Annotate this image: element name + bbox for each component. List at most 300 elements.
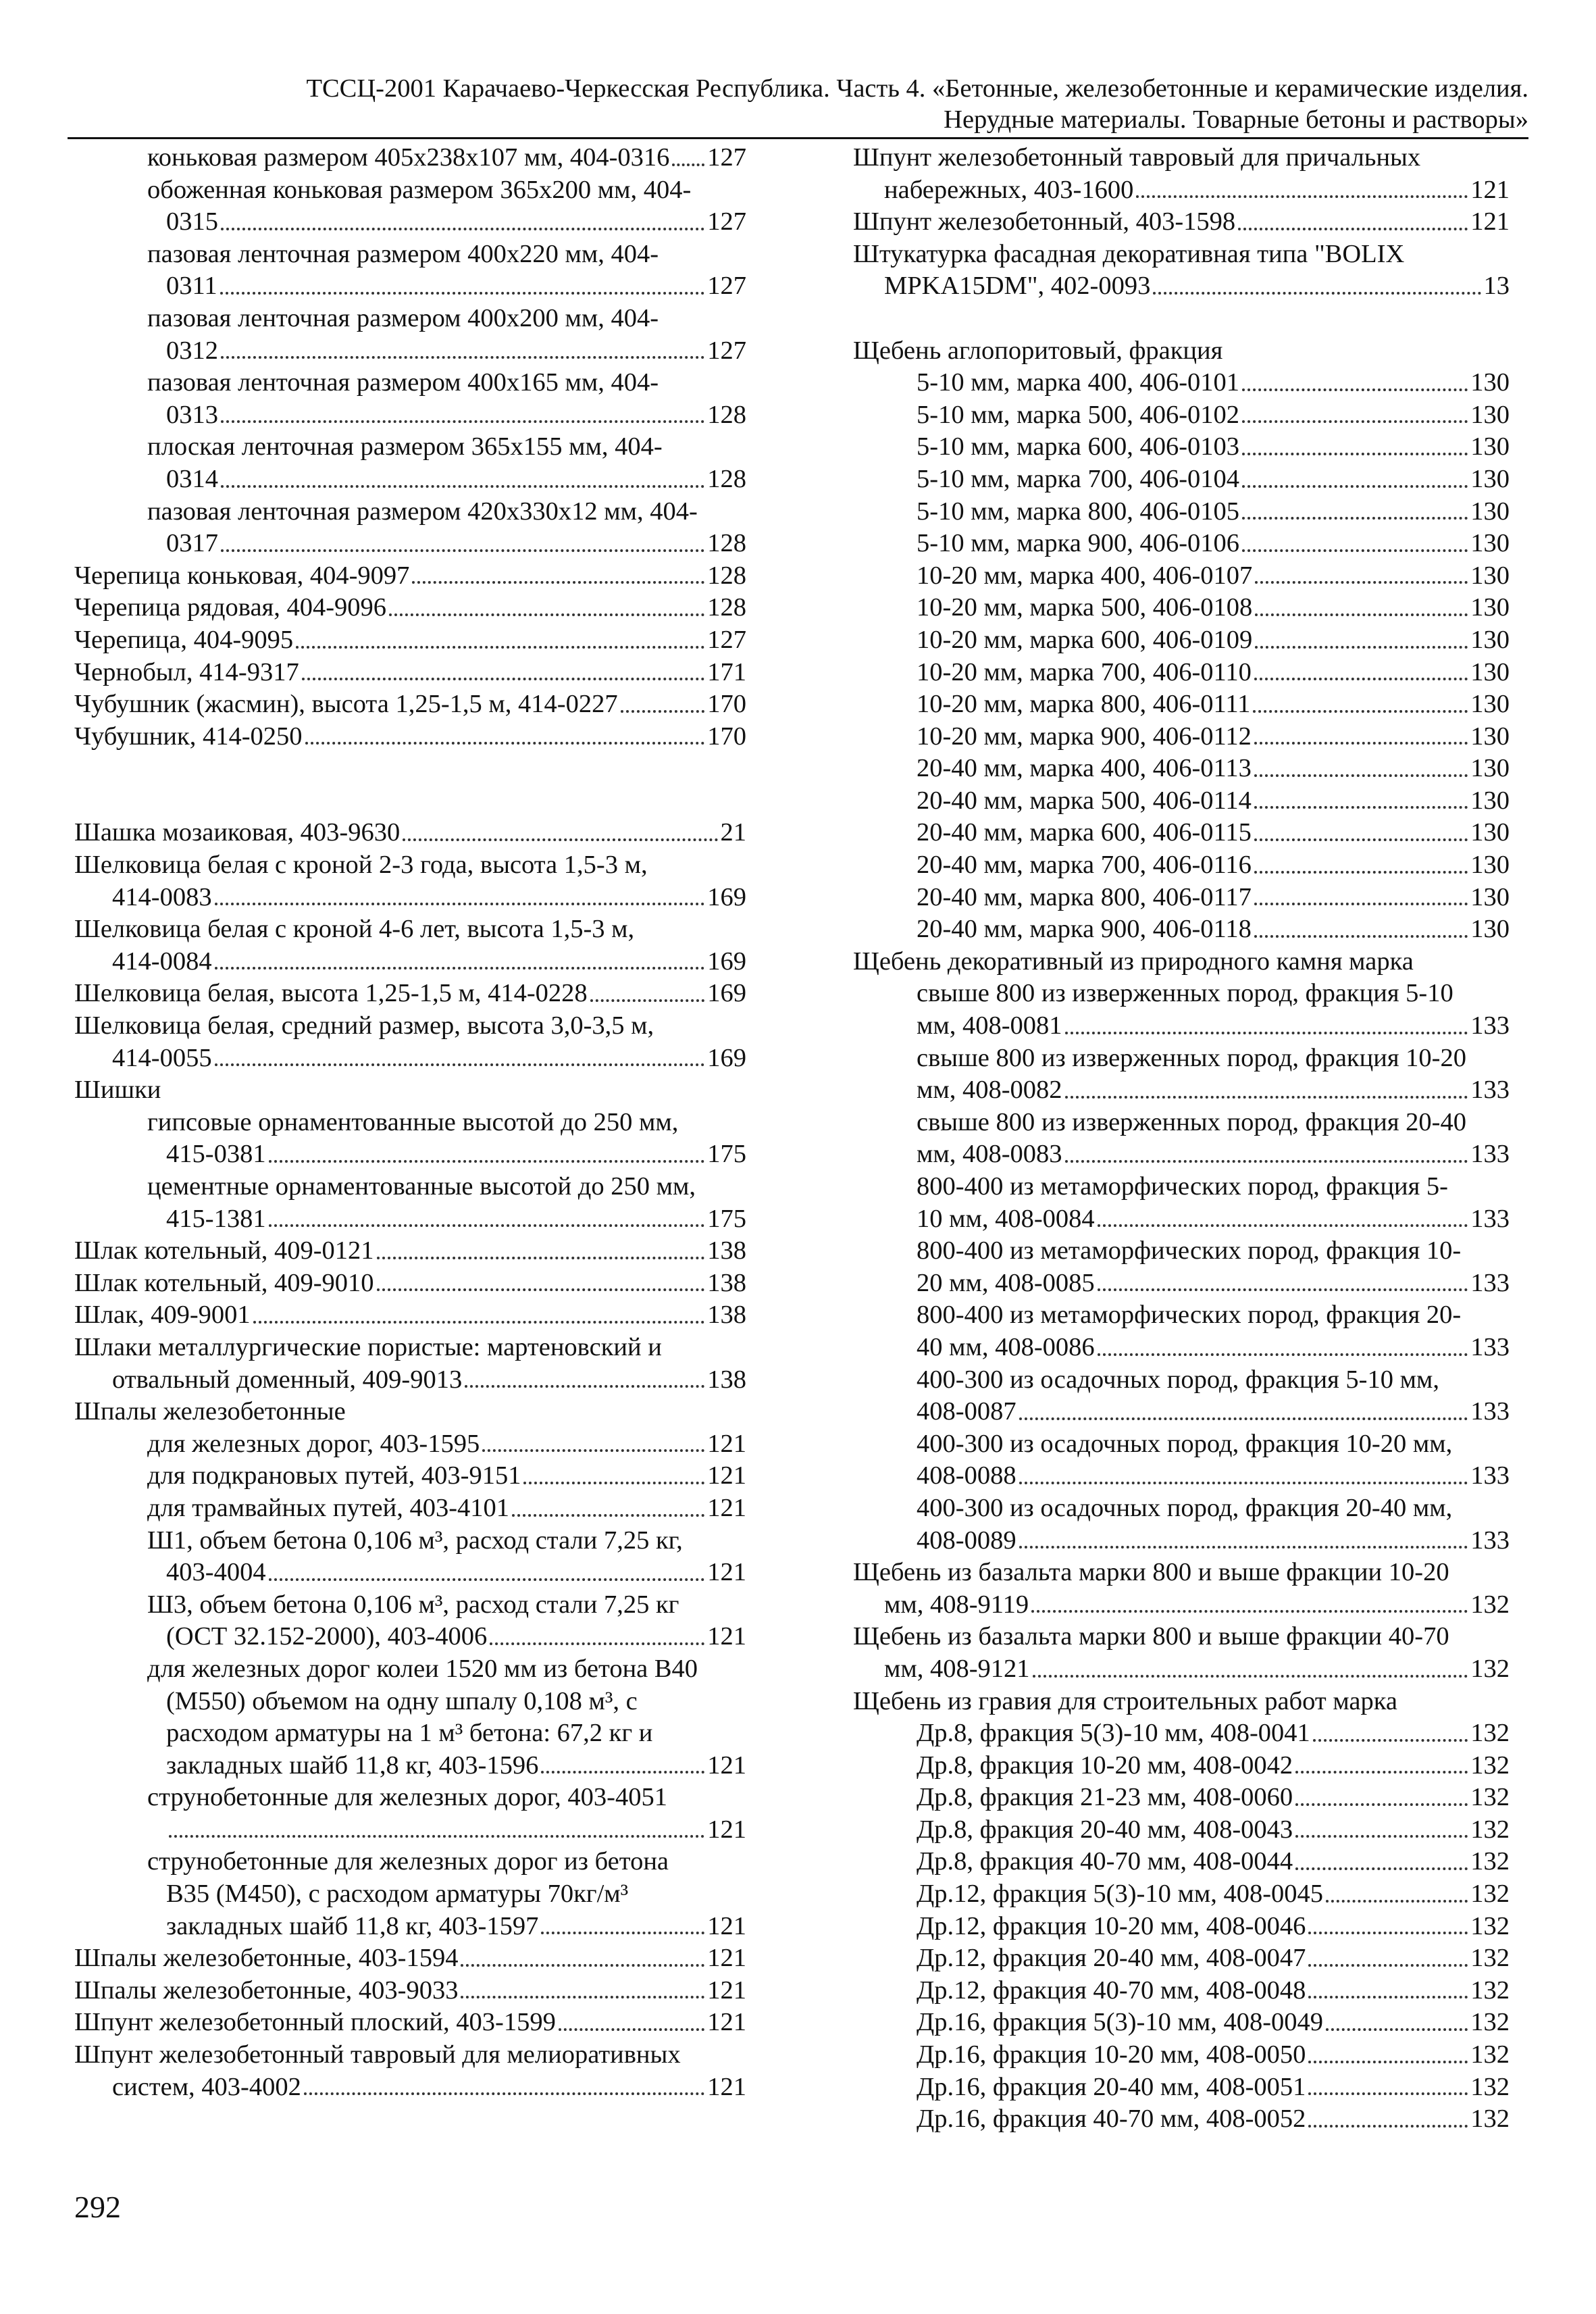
dot-leader	[482, 1449, 704, 1452]
entry-text: Ш1, объем бетона 0,106 м³, расход стали 7,25 кг,	[147, 1526, 683, 1555]
entry-text: 800-400 из метаморфических пород, фракция 5-	[917, 1172, 1448, 1201]
dot-leader	[1313, 1739, 1468, 1742]
entry-text: набережных, 403-1600	[884, 175, 1134, 204]
page-ref: 175	[707, 1204, 746, 1233]
index-entry	[74, 978, 746, 1010]
dot-leader	[1242, 517, 1468, 520]
index-entry	[74, 1846, 746, 1942]
entry-text: мм, 408-0081	[917, 1011, 1062, 1040]
page-ref: 130	[1470, 882, 1510, 911]
page-ref: 130	[1470, 657, 1510, 686]
index-heading: Щебень аглопоритовый, фракция	[853, 336, 1223, 365]
page-ref: 130	[1470, 690, 1510, 719]
dot-leader	[523, 1482, 704, 1484]
dot-leader	[1295, 1835, 1468, 1838]
entry-text: Чубушник (жасмин), высота 1,25-1,5 м, 414-0227	[74, 690, 618, 719]
page-ref: 128	[707, 529, 746, 558]
dot-leader	[377, 1257, 705, 1259]
entry-text: Шлак, 409-9001	[74, 1301, 251, 1330]
index-entry	[74, 2039, 746, 2103]
page-ref: 130	[1470, 400, 1510, 429]
entry-text: 0311	[166, 272, 217, 301]
page-ref: 132	[1470, 2008, 1510, 2037]
entry-text: 0317	[166, 529, 218, 558]
index-entry	[853, 496, 1510, 528]
index-entry	[853, 1364, 1510, 1428]
index-entry	[853, 1235, 1510, 1299]
dot-leader	[1295, 1771, 1468, 1774]
header-line-1: ТССЦ-2001 Карачаево-Черкесская Республика. Часть 4. «Бетонные, железобетонные и керамические изделия.	[306, 74, 1528, 103]
index-entry	[853, 753, 1510, 785]
entry-text: расходом арматуры на 1 м³ бетона: 67,2 кг и	[166, 1719, 653, 1748]
entry-text: 40 мм, 408-0086	[917, 1332, 1095, 1361]
index-entry	[853, 1975, 1510, 2007]
index-entry	[74, 849, 746, 913]
entry-text: свыше 800 из изверженных пород, фракция 5-10	[917, 979, 1453, 1008]
entry-text: Др.12, фракция 10-20 мм, 408-0046	[917, 1911, 1306, 1940]
index-entry	[853, 1299, 1510, 1363]
entry-text: 400-300 из осадочных пород, фракция 5-10 мм,	[917, 1365, 1439, 1394]
entry-text: 20 мм, 408-0085	[917, 1268, 1095, 1297]
index-entry	[853, 1107, 1510, 1171]
index-entry	[74, 238, 746, 303]
running-header	[68, 73, 1528, 135]
page-ref: 130	[1470, 432, 1510, 461]
index-entry	[74, 721, 746, 753]
entry-text: Шелковица белая, высота 1,25-1,5 м, 414-0228	[74, 979, 588, 1008]
index-entry	[853, 1717, 1510, 1750]
index-entry	[74, 1492, 746, 1525]
entry-text: 414-0055	[112, 1043, 212, 1072]
entry-text: Др.16, фракция 10-20 мм, 408-0050	[917, 2040, 1306, 2069]
page-ref: 130	[1470, 786, 1510, 815]
page-ref: 132	[1470, 1911, 1510, 1940]
page-ref: 130	[1470, 368, 1510, 397]
page-ref: 121	[707, 1622, 746, 1651]
page-ref: 132	[1470, 1590, 1510, 1619]
entry-text: закладных шайб 11,8 кг, 403-1596	[166, 1751, 539, 1780]
index-entry	[853, 1814, 1510, 1846]
dot-leader	[1153, 292, 1481, 295]
entry-text: Шашка мозаиковая, 403-9630	[74, 818, 401, 847]
entry-text: Шелковица белая с кроной 2-3 года, высота 1,5-3 м,	[74, 851, 648, 880]
entry-text: Др.8, фракция 10-20 мм, 408-0042	[917, 1751, 1293, 1780]
dot-leader	[1308, 2125, 1468, 2128]
index-entry	[853, 1911, 1510, 1943]
page-ref: 169	[707, 882, 746, 911]
page-ref: 132	[1470, 2105, 1510, 2134]
entry-text: 20-40 мм, марка 600, 406-0115	[917, 818, 1252, 847]
index-entry	[853, 1557, 1510, 1621]
entry-text: (М550) объемом на одну шпалу 0,108 м³, с	[166, 1686, 638, 1715]
entry-text: свыше 800 из изверженных пород, фракция 20-40	[917, 1107, 1466, 1136]
entry-text: цементные орнаментованные высотой до 250 мм,	[147, 1172, 696, 1201]
dot-leader	[541, 1932, 704, 1934]
entry-text: мм, 408-9121	[884, 1654, 1030, 1683]
dot-leader	[1295, 1867, 1468, 1870]
page-ref: 130	[1470, 497, 1510, 526]
dot-leader	[490, 1642, 704, 1645]
entry-text: Др.12, фракция 5(3)-10 мм, 408-0045	[917, 1880, 1324, 1909]
index-entry	[853, 2071, 1510, 2104]
entry-text: Шлак котельный, 409-9010	[74, 1268, 374, 1297]
page-ref: 128	[707, 561, 746, 590]
dot-leader	[1254, 774, 1468, 777]
dot-leader	[1254, 742, 1468, 745]
dot-leader	[221, 485, 704, 488]
dot-leader	[1254, 838, 1468, 841]
entry-text: Др.16, фракция 5(3)-10 мм, 408-0049	[917, 2008, 1324, 2037]
spacer	[853, 303, 1510, 335]
page-ref: 127	[707, 143, 746, 172]
entry-text: для железных дорог колеи 1520 мм из бетона В40	[147, 1654, 698, 1683]
dot-leader	[1254, 806, 1468, 809]
entry-text: Шпалы железобетонные, 403-1594	[74, 1944, 459, 1973]
entry-text: 800-400 из метаморфических пород, фракция 10-	[917, 1236, 1462, 1265]
dot-leader	[304, 2092, 704, 2095]
entry-text: свыше 800 из изверженных пород, фракция 10-20	[917, 1043, 1466, 1072]
index-entry	[853, 721, 1510, 753]
page-ref: 133	[1470, 1526, 1510, 1555]
entry-text: Др.16, фракция 20-40 мм, 408-0051	[917, 2072, 1306, 2101]
dot-leader	[1308, 2092, 1468, 2095]
page-ref: 121	[707, 1815, 746, 1844]
index-entry	[74, 142, 746, 174]
entry-text: 20-40 мм, марка 900, 406-0118	[917, 915, 1252, 944]
page-ref: 132	[1470, 1751, 1510, 1780]
page-ref: 121	[707, 2072, 746, 2101]
dot-leader	[1254, 935, 1468, 938]
page-ref: 130	[1470, 561, 1510, 590]
dot-leader	[621, 710, 705, 713]
index-entry	[74, 1171, 746, 1235]
entry-text: 20-40 мм, марка 500, 406-0114	[917, 786, 1252, 815]
dot-leader	[1065, 1160, 1468, 1163]
dot-leader	[253, 1321, 705, 1324]
entry-text: 10-20 мм, марка 800, 406-0111	[917, 690, 1251, 719]
index-entry	[74, 496, 746, 560]
entry-text: 408-0088	[917, 1461, 1016, 1490]
entry-text: 20-40 мм, марка 700, 406-0116	[917, 851, 1252, 880]
entry-text: 0315	[166, 207, 218, 236]
index-entry	[74, 1299, 746, 1332]
right-index-column	[853, 142, 1510, 2136]
index-entry	[853, 1492, 1510, 1557]
entry-text: Др.8, фракция 5(3)-10 мм, 408-0041	[917, 1719, 1310, 1748]
index-entry	[74, 657, 746, 689]
entry-text: гипсовые орнаментованные высотой до 250 мм,	[147, 1107, 679, 1136]
dot-leader	[221, 549, 704, 552]
dot-leader	[1242, 485, 1468, 488]
dot-leader	[403, 838, 717, 841]
entry-text: 10-20 мм, марка 500, 406-0108	[917, 593, 1253, 622]
page-ref: 130	[1470, 625, 1510, 654]
dot-leader	[1098, 1353, 1468, 1356]
dot-leader	[1295, 1803, 1468, 1806]
spacer	[74, 785, 746, 818]
page-ref: 130	[1470, 464, 1510, 493]
entry-text: В35 (М450), с расходом арматуры 70кг/м³	[166, 1880, 629, 1909]
index-entry	[853, 1846, 1510, 1878]
page-ref: 121	[707, 1911, 746, 1940]
entry-text: 10-20 мм, марка 900, 406-0112	[917, 722, 1252, 751]
entry-text: 800-400 из метаморфических пород, фракция 20-	[917, 1301, 1462, 1330]
entry-text: 5-10 мм, марка 700, 406-0104	[917, 464, 1240, 493]
dot-leader	[221, 356, 704, 359]
index-entry	[74, 1525, 746, 1589]
index-entry	[853, 528, 1510, 560]
index-entry	[74, 431, 746, 495]
entry-text: 408-0089	[917, 1526, 1016, 1555]
index-entry	[74, 913, 746, 978]
dot-leader	[215, 1063, 705, 1066]
page-ref: 132	[1470, 1847, 1510, 1876]
dot-leader	[269, 1578, 705, 1581]
index-entry	[74, 817, 746, 849]
index-entry	[853, 1171, 1510, 1235]
dot-leader	[1242, 420, 1468, 423]
dot-leader	[1033, 1675, 1468, 1678]
entry-text: Шлак котельный, 409-0121	[74, 1236, 374, 1265]
index-entry	[853, 2039, 1510, 2071]
index-entry	[74, 1460, 746, 1492]
dot-leader	[1065, 1032, 1468, 1034]
page-ref: 138	[707, 1236, 746, 1265]
page-ref: 132	[1470, 1719, 1510, 1748]
index-entry	[853, 463, 1510, 496]
entry-text: 5-10 мм, марка 800, 406-0105	[917, 497, 1240, 526]
dot-leader	[461, 1996, 704, 1998]
page-ref: 132	[1470, 1880, 1510, 1909]
index-entry	[853, 399, 1510, 432]
index-entry	[74, 560, 746, 593]
page-ref: 170	[707, 722, 746, 751]
entry-text: 408-0087	[917, 1397, 1016, 1426]
page-ref: 138	[707, 1268, 746, 1297]
dot-leader	[1242, 453, 1468, 455]
page-ref: 133	[1470, 1204, 1510, 1233]
dot-leader	[1254, 678, 1468, 680]
page-ref: 130	[1470, 722, 1510, 751]
page-ref: 132	[1470, 1944, 1510, 1973]
page-ref: 133	[1470, 1397, 1510, 1426]
page-ref: 121	[707, 1944, 746, 1973]
page-ref: 132	[1470, 1783, 1510, 1812]
entry-text: Др.8, фракция 40-70 мм, 408-0044	[917, 1847, 1293, 1876]
entry-text: Шпунт железобетонный плоский, 403-1599	[74, 2008, 556, 2037]
dot-leader	[296, 646, 704, 649]
index-entry	[74, 303, 746, 367]
entry-text: Шпунт железобетонный, 403-1598	[853, 207, 1236, 236]
index-entry	[853, 238, 1510, 303]
dot-leader	[389, 613, 704, 616]
dot-leader	[1098, 1288, 1468, 1291]
page-ref: 133	[1470, 1140, 1510, 1169]
page-ref: 13	[1483, 272, 1510, 301]
entry-text: Черепица, 404-9095	[74, 625, 294, 654]
entry-text: пазовая ленточная размером 400x200 мм, 404-	[147, 303, 659, 332]
page-ref: 132	[1470, 2072, 1510, 2101]
entry-text: для железных дорог, 403-1595	[147, 1429, 480, 1458]
page-ref: 121	[707, 1976, 746, 2005]
index-entry	[853, 849, 1510, 882]
entry-text: Др.16, фракция 40-70 мм, 408-0052	[917, 2105, 1306, 2134]
entry-text: мм, 408-0083	[917, 1140, 1062, 1169]
dot-leader	[1254, 903, 1468, 905]
dot-leader	[302, 678, 705, 680]
entry-text: 403-4004	[166, 1558, 266, 1587]
page-ref: 170	[707, 690, 746, 719]
left-index-column	[74, 142, 746, 2103]
index-heading: Шишки	[74, 1076, 161, 1105]
dot-leader	[1242, 549, 1468, 552]
dot-leader	[1326, 2028, 1468, 2031]
entry-text: пазовая ленточная размером 400x165 мм, 404-	[147, 368, 659, 397]
spacer	[74, 753, 746, 785]
dot-leader	[305, 742, 705, 745]
entry-text: Штукатурка фасадная декоративная типа "BOLIX	[853, 239, 1405, 268]
page-ref: 133	[1470, 1461, 1510, 1490]
entry-text: 0313	[166, 400, 218, 429]
index-entry	[74, 1010, 746, 1074]
entry-text: 5-10 мм, марка 600, 406-0103	[917, 432, 1240, 461]
dot-leader	[1238, 228, 1468, 230]
dot-leader	[461, 1964, 704, 1967]
entry-text: мм, 408-9119	[884, 1590, 1029, 1619]
entry-text: 0312	[166, 336, 218, 365]
dot-leader	[1019, 1417, 1468, 1420]
index-entry	[74, 1782, 746, 1846]
page-ref: 121	[707, 1461, 746, 1490]
dot-leader	[1019, 1546, 1468, 1549]
page-ref: 169	[707, 1043, 746, 1072]
entry-text: Др.12, фракция 40-70 мм, 408-0048	[917, 1976, 1306, 2005]
entry-text: 5-10 мм, марка 400, 406-0101	[917, 368, 1240, 397]
index-entry	[74, 1942, 746, 1975]
index-entry	[853, 592, 1510, 624]
entry-text: MPKA15DM", 402-0093	[884, 272, 1151, 301]
index-entry	[74, 1589, 746, 1653]
entry-text: Чубушник, 414-0250	[74, 722, 303, 751]
entry-text: 10-20 мм, марка 600, 406-0109	[917, 625, 1253, 654]
page-ref: 138	[707, 1365, 746, 1394]
dot-leader	[1308, 1932, 1468, 1934]
entry-text: 400-300 из осадочных пород, фракция 20-40 мм,	[917, 1493, 1453, 1522]
page-ref: 121	[707, 1493, 746, 1522]
index-entry	[853, 431, 1510, 463]
entry-text: Щебень из базальта марки 800 и выше фракции 40-70	[853, 1622, 1449, 1651]
index-entry	[853, 2007, 1510, 2039]
entry-text: 20-40 мм, марка 800, 406-0117	[917, 882, 1252, 911]
dot-leader	[269, 1224, 705, 1227]
page-ref: 138	[707, 1301, 746, 1330]
dot-leader	[1031, 1610, 1468, 1613]
page-ref: 128	[707, 464, 746, 493]
entry-text: (ОСТ 32.152-2000), 403-4006	[166, 1622, 488, 1651]
index-entry	[853, 785, 1510, 818]
index-entry	[853, 688, 1510, 721]
entry-text: для подкрановых путей, 403-9151	[147, 1461, 521, 1490]
dot-leader	[559, 2028, 704, 2031]
entry-text: струнобетонные для железных дорог, 403-4051	[147, 1783, 667, 1812]
entry-text: плоская ленточная размером 365x155 мм, 404-	[147, 432, 663, 461]
page-ref: 121	[707, 1751, 746, 1780]
dot-leader	[1254, 871, 1468, 874]
entry-text: Шпунт железобетонный тавровый для причальных	[853, 143, 1421, 172]
page-ref: 132	[1470, 1654, 1510, 1683]
index-entry	[74, 592, 746, 624]
index-entry	[853, 978, 1510, 1042]
dot-leader	[1308, 1964, 1468, 1967]
index-entry	[853, 1942, 1510, 1975]
page-ref: 128	[707, 400, 746, 429]
entry-text: 10-20 мм, марка 400, 406-0107	[917, 561, 1253, 590]
index-entry	[74, 1267, 746, 1300]
entry-text: Шелковица белая с кроной 4-6 лет, высота 1,5-3 м,	[74, 915, 635, 944]
page-number: 292	[74, 2190, 121, 2224]
entry-text: 5-10 мм, марка 500, 406-0102	[917, 400, 1240, 429]
dot-leader	[269, 1160, 705, 1163]
page-ref: 130	[1470, 818, 1510, 847]
dot-leader	[1019, 1482, 1468, 1484]
index-entry	[74, 688, 746, 721]
entry-text: закладных шайб 11,8 кг, 403-1597	[166, 1911, 539, 1940]
entry-text: струнобетонные для железных дорог из бетона	[147, 1847, 669, 1876]
page-ref: 130	[1470, 851, 1510, 880]
dot-leader	[465, 1385, 704, 1388]
entry-text: 414-0083	[112, 882, 212, 911]
index-entry	[74, 174, 746, 238]
dot-leader	[221, 420, 704, 423]
index-heading: Щебень из гравия для строительных работ марка	[853, 1686, 1397, 1715]
entry-text: 5-10 мм, марка 900, 406-0106	[917, 529, 1240, 558]
header-line-2: Нерудные материалы. Товарные бетоны и растворы»	[944, 105, 1528, 134]
entry-text: пазовая ленточная размером 420x330x12 мм, 404-	[147, 497, 698, 526]
entry-text: обоженная коньковая размером 365x200 мм, 404-	[147, 175, 692, 204]
entry-text: Черепица коньковая, 404-9097	[74, 561, 410, 590]
page-ref: 130	[1470, 529, 1510, 558]
index-entry	[853, 1750, 1510, 1782]
index-entry	[853, 657, 1510, 689]
index-entry	[853, 1042, 1510, 1107]
page-ref: 171	[707, 657, 746, 686]
page-ref: 175	[707, 1140, 746, 1169]
dot-leader	[541, 1771, 704, 1774]
page-ref: 21	[720, 818, 746, 847]
index-entry	[74, 1428, 746, 1461]
page-ref: 127	[707, 336, 746, 365]
entry-text: систем, 403-4002	[112, 2072, 301, 2101]
index-entry	[853, 913, 1510, 946]
dot-leader	[1242, 388, 1468, 391]
page-ref: 133	[1470, 1268, 1510, 1297]
page-ref: 127	[707, 272, 746, 301]
entry-text: 10-20 мм, марка 700, 406-0110	[917, 657, 1252, 686]
entry-text: Шлаки металлургические пористые: мартеновский и	[74, 1332, 662, 1361]
entry-text: 415-1381	[166, 1204, 266, 1233]
index-entry	[853, 1782, 1510, 1814]
page-ref: 130	[1470, 593, 1510, 622]
dot-leader	[1255, 613, 1468, 616]
page-ref: 121	[1470, 175, 1510, 204]
entry-text: 10 мм, 408-0084	[917, 1204, 1095, 1233]
dot-leader	[512, 1514, 704, 1517]
entry-text: мм, 408-0082	[917, 1076, 1062, 1105]
index-entry	[74, 624, 746, 657]
dot-leader	[672, 164, 704, 166]
index-entry	[853, 560, 1510, 593]
entry-text: Щебень из базальта марки 800 и выше фракции 10-20	[853, 1558, 1449, 1587]
